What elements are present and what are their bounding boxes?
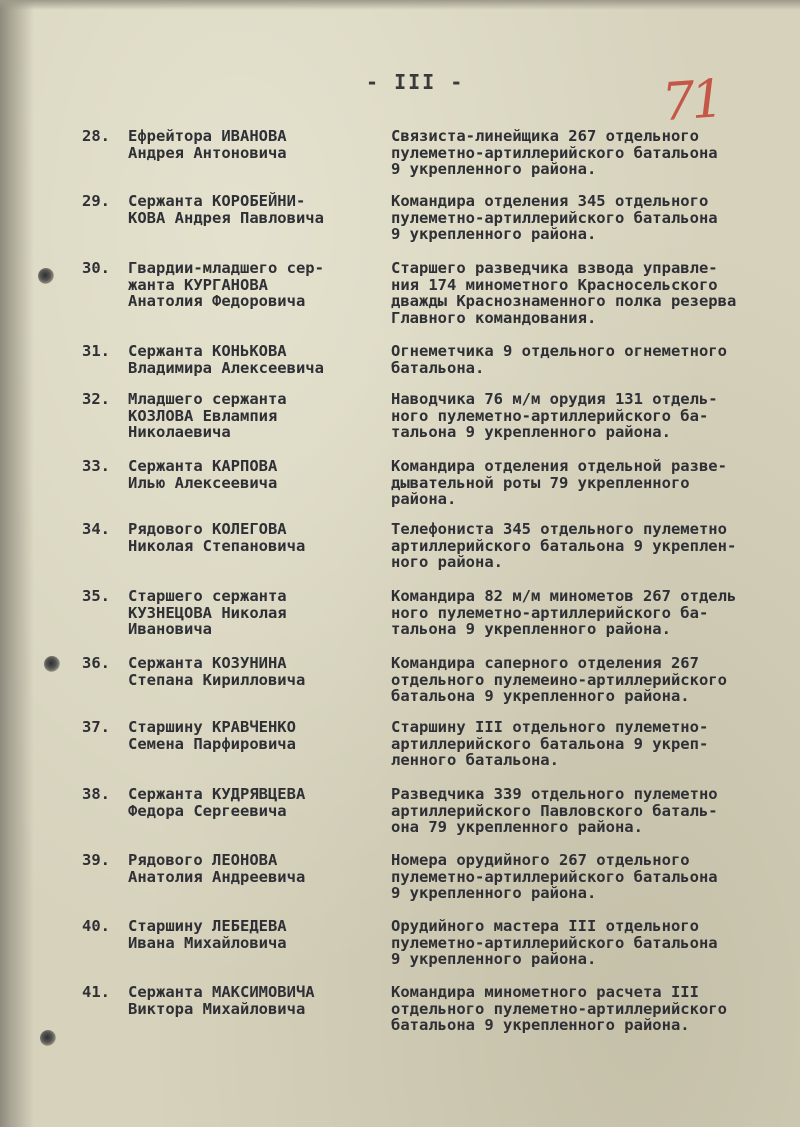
person-name-line: Федора Сергеевича [128, 801, 287, 820]
person-name [128, 128, 378, 161]
position-description [391, 984, 800, 1034]
person-name [128, 852, 378, 885]
position-description-line: Старшину III отдельного пулеметно- [391, 718, 709, 736]
person-name-line: Сержанта КОРОБЕЙНИ- [128, 192, 306, 210]
position-description-line: Командира минометного расчета III [391, 983, 699, 1001]
entry-number: 35. [82, 587, 110, 605]
entry-number: 37. [82, 718, 110, 736]
position-description-line: Командира отделения отдельной разве- [391, 457, 727, 475]
person-name-line: Анатолия Андреевича [128, 867, 306, 886]
person-name-line: Сержанта КОЗУНИНА [128, 654, 287, 672]
position-description-line: Телефониста 345 отдельного пулеметно [391, 520, 727, 538]
position-description-line: пулеметно-артиллерийского батальона [391, 208, 718, 227]
entry-number: 39. [82, 851, 110, 869]
person-name-line: Рядового ЛЕОНОВА [128, 851, 278, 869]
position-description-line: дважды Краснознаменного полка резерва [391, 292, 737, 310]
person-name-line: КОВА Андрея Павловича [128, 208, 324, 227]
position-description-line: Командира 82 м/м минометов 267 отдель [391, 587, 737, 605]
position-description-line: ленного батальона. [391, 751, 559, 769]
person-name-line: Старшего сержанта [128, 587, 287, 605]
position-description-line: 9 укрепленного района. [391, 225, 597, 243]
position-description-line: Номера орудийного 267 отдельного [391, 851, 690, 869]
entry-number: 30. [82, 259, 110, 277]
person-name-line: КОЗЛОВА Евлампия [128, 406, 278, 425]
page-left-edge [0, 0, 34, 1127]
person-name-line: Степана Кирилловича [128, 670, 306, 689]
position-description-line: Наводчика 76 м/м орудия 131 отдель- [391, 390, 718, 408]
person-name-line: Семена Парфировича [128, 734, 296, 753]
entry-number: 29. [82, 192, 110, 210]
person-name-line: Ефрейтора ИВАНОВА [128, 127, 287, 145]
person-name [128, 391, 378, 441]
position-description-line: 9 укрепленного района. [391, 950, 597, 968]
person-name-line: Сержанта КУДРЯВЦЕВА [128, 785, 306, 803]
person-name-line: Рядового КОЛЕГОВА [128, 520, 287, 538]
position-description-line: артиллерийского батальона 9 укреп- [391, 734, 709, 753]
position-description [391, 852, 800, 902]
position-description [391, 343, 800, 376]
position-description-line: 9 укрепленного района. [391, 884, 597, 902]
position-description-line: пулеметно-артиллерийского батальона [391, 933, 718, 952]
position-description [391, 128, 800, 178]
position-description-line: тальона 9 укрепленного района. [391, 620, 671, 638]
position-description-line: Связиста-линейщика 267 отдельного [391, 127, 699, 145]
position-description [391, 521, 800, 571]
punch-hole-icon [44, 656, 60, 672]
person-name-line: Владимира Алексеевича [128, 358, 324, 377]
position-description [391, 391, 800, 441]
position-description-line: Огнеметчика 9 отдельного огнеметного [391, 342, 727, 360]
position-description-line: района. [391, 490, 457, 508]
position-description [391, 458, 800, 508]
position-description-line: Разведчика 339 отдельного пулеметно [391, 785, 718, 803]
entry-number: 34. [82, 520, 110, 538]
entry-number: 41. [82, 983, 110, 1001]
position-description [391, 260, 800, 326]
person-name [128, 521, 378, 554]
position-description [391, 655, 800, 705]
position-description-line: 9 укрепленного района. [391, 160, 597, 178]
position-description-line: пулеметно-артиллерийского батальона [391, 867, 718, 886]
position-description-line: артиллерийского батальона 9 укреплен- [391, 536, 737, 555]
position-description [391, 918, 800, 968]
position-description-line: ного пулеметно-артиллерийского ба- [391, 406, 709, 425]
entry-number: 32. [82, 390, 110, 408]
person-name-line: Сержанта КОНЬКОВА [128, 342, 287, 360]
person-name-line: Сержанта КАРПОВА [128, 457, 278, 475]
handwritten-folio-number: 71 [659, 69, 723, 134]
position-description-line: Командира саперного отделения 267 [391, 654, 699, 672]
person-name-line: КУЗНЕЦОВА Николая [128, 603, 287, 622]
position-description-line: батальона 9 укрепленного района. [391, 1016, 690, 1034]
person-name [128, 588, 378, 638]
person-name [128, 343, 378, 376]
position-description-line: батальона 9 укрепленного района. [391, 687, 690, 705]
position-description-line: Командира отделения 345 отдельного [391, 192, 709, 210]
position-description-line: Орудийного мастера III отдельного [391, 917, 699, 935]
person-name-line: Младшего сержанта [128, 390, 287, 408]
person-name [128, 719, 378, 752]
position-description-line: дывательной роты 79 укрепленного [391, 473, 690, 492]
entry-number: 36. [82, 654, 110, 672]
person-name [128, 458, 378, 491]
position-description-line: ного пулеметно-артиллерийского ба- [391, 603, 709, 622]
person-name-line: Гвардии-младшего сер- [128, 259, 324, 277]
person-name-line: Илью Алексеевича [128, 473, 278, 492]
entry-number: 33. [82, 457, 110, 475]
person-name-line: жанта КУРГАНОВА [128, 275, 268, 294]
position-description [391, 786, 800, 836]
position-description-line: тальона 9 укрепленного района. [391, 423, 671, 441]
position-description [391, 588, 800, 638]
punch-hole-icon [38, 268, 54, 284]
person-name-line: Виктора Михайловича [128, 999, 306, 1018]
person-name-line: Ивановича [128, 620, 212, 638]
position-description-line: пулеметно-артиллерийского батальона [391, 143, 718, 162]
position-description-line: батальона. [391, 358, 485, 377]
position-description-line: артиллерийского Павловского баталь- [391, 801, 718, 820]
position-description [391, 193, 800, 243]
position-description [391, 719, 800, 769]
person-name [128, 786, 378, 819]
position-description-line: отдельного пулеметно-артиллерийского [391, 999, 727, 1018]
page-top-edge [0, 0, 800, 10]
position-description-line: ния 174 минометного Красносельского [391, 275, 718, 294]
person-name-line: Анатолия Федоровича [128, 292, 306, 310]
person-name-line: Старшину ЛЕБЕДЕВА [128, 917, 287, 935]
page-number: - III - [366, 70, 465, 94]
entry-number: 28. [82, 127, 110, 145]
person-name-line: Сержанта МАКСИМОВИЧА [128, 983, 315, 1001]
entry-number: 31. [82, 342, 110, 360]
position-description-line: она 79 укрепленного района. [391, 818, 643, 836]
person-name-line: Андрея Антоновича [128, 143, 287, 162]
position-description-line: ного района. [391, 553, 503, 571]
position-description-line: Главного командования. [391, 308, 597, 327]
person-name-line: Николая Степановича [128, 536, 306, 555]
position-description-line: отдельного пулемеино-артиллерийского [391, 670, 727, 689]
person-name [128, 260, 378, 310]
person-name-line: Николаевича [128, 423, 231, 441]
person-name-line: Ивана Михайловича [128, 933, 287, 952]
position-description-line: Старшего разведчика взвода управле- [391, 259, 718, 277]
person-name [128, 984, 378, 1017]
entry-number: 38. [82, 785, 110, 803]
entry-number: 40. [82, 917, 110, 935]
punch-hole-icon [40, 1030, 56, 1046]
person-name [128, 918, 378, 951]
person-name-line: Старшину КРАВЧЕНКО [128, 718, 296, 736]
person-name [128, 655, 378, 688]
person-name [128, 193, 378, 226]
